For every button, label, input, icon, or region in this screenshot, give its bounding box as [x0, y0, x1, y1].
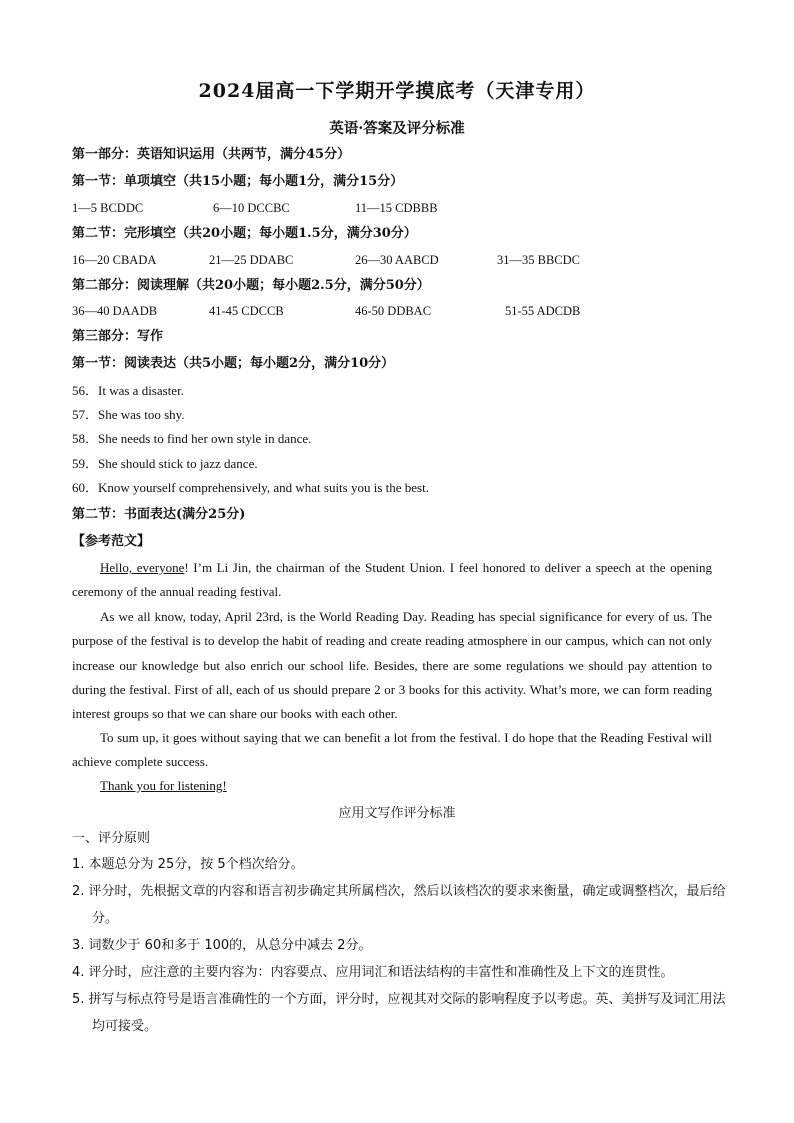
- criteria-item: 5. 拼写与标点符号是语言准确性的一个方面，评分时，应视其对交际的影响程度予以考虑。英、美拼写及词汇用法均可接受。: [72, 992, 726, 1034]
- essay-greeting: Hello, everyone: [100, 560, 185, 575]
- item-number: 59．: [72, 456, 99, 471]
- reading-answer-item: [72, 430, 311, 448]
- essay-paragraph-2: As we all know, today, April 23rd, is the World Reading Day. Reading has special significance for every of us. The purpose of the festival is to develop the habit of reading and create reading atmosphere in our campus, which can not only increase our knowledge but also enrich our school life. Besides, there are some regulations we should pay attention to during the festival. First of all, each of us should prepare 2 or 3 books for this activity. What’s more, we can form reading interest groups so that we can share our books with each other.: [72, 609, 712, 722]
- item-text: She needs to find her own style in dance.: [98, 431, 312, 446]
- page-subtitle: 英语·答案及评分标准: [329, 120, 465, 137]
- answer-group: 41-45 CDCCB: [209, 304, 284, 318]
- item-text: It was a disaster.: [98, 383, 184, 398]
- reading-answer-item: [72, 479, 429, 497]
- criteria-item: 4. 评分时，应注意的主要内容为：内容要点、应用词汇和语法结构的丰富性和准确性及上下文的连贯性。: [72, 965, 674, 980]
- answer-group: 11—15 CDBBB: [355, 201, 438, 215]
- answer-group: 31—35 BBCDC: [497, 253, 581, 267]
- essay-paragraph-3: To sum up, it goes without saying that we can benefit a lot from the festival. I do hope that the Reading Festival will achieve complete success.: [72, 730, 712, 770]
- part3-section2-heading: 第二节：书面表达(满分25分): [72, 507, 246, 522]
- closing-text: Thank you for listening!: [100, 778, 227, 793]
- part3-heading: 第三部分：写作: [72, 329, 164, 344]
- item-text: She was too shy.: [98, 407, 185, 422]
- essay-paragraph-1: [72, 556, 712, 605]
- answer-group: 46-50 DDBAC: [355, 304, 432, 318]
- essay-closing: [72, 774, 712, 798]
- criteria-item: 3. 词数少于 60和多于 100的，从总分中减去 2分。: [72, 938, 372, 953]
- item-number: 58．: [72, 431, 99, 446]
- item-number: 57．: [72, 407, 99, 422]
- part3-section1-heading: 第一节：阅读表达（共5小题；每小题2分，满分10分）: [72, 356, 395, 371]
- sample-essay-label: 【参考范文】: [72, 534, 151, 549]
- part1-section2-heading: 第二节：完形填空（共20小题；每小题1.5分，满分30分）: [72, 226, 417, 241]
- essay-text: ! I’m Li Jin, the chairman of the Student Union. I feel honored to deliver a speech at the opening ceremony of the annual reading festival.: [72, 560, 712, 600]
- answer-group: 21—25 DDABC: [209, 253, 294, 267]
- answer-group: 26—30 AABCD: [355, 253, 439, 267]
- answer-group: 36—40 DAADB: [72, 304, 158, 318]
- criteria-item: 1. 本题总分为 25分，按 5个档次给分。: [72, 857, 304, 872]
- item-text: Know yourself comprehensively, and what suits you is the best.: [98, 480, 429, 495]
- answer-group: 1—5 BCDDC: [72, 201, 144, 215]
- criteria-principle-heading: 一、评分原则: [72, 831, 151, 846]
- reading-answer-item: [72, 382, 184, 400]
- reading-answer-item: [72, 455, 258, 473]
- item-number: 60．: [72, 480, 99, 495]
- criteria-item: 2. 评分时，先根据文章的内容和语言初步确定其所属档次，然后以该档次的要求来衡量，确定或调整档次，最后给分。: [72, 884, 726, 926]
- item-number: 56．: [72, 383, 99, 398]
- reading-answer-item: [72, 406, 185, 424]
- part1-section1-heading: 第一节：单项填空（共15小题；每小题1分，满分15分）: [72, 174, 404, 189]
- page-title: 2024届高一下学期开学摸底考（天津专用）: [198, 80, 596, 102]
- answer-group: 6—10 DCCBC: [213, 201, 290, 215]
- part1-heading: 第一部分：英语知识运用（共两节，满分45分）: [72, 147, 351, 162]
- answer-group: 16—20 CBADA: [72, 253, 157, 267]
- answer-group: 51-55 ADCDB: [505, 304, 581, 318]
- criteria-list: [72, 851, 732, 1040]
- criteria-title: 应用文写作评分标准: [338, 806, 456, 821]
- part2-heading: 第二部分：阅读理解（共20小题；每小题2.5分，满分50分）: [72, 278, 430, 293]
- item-text: She should stick to jazz dance.: [98, 456, 258, 471]
